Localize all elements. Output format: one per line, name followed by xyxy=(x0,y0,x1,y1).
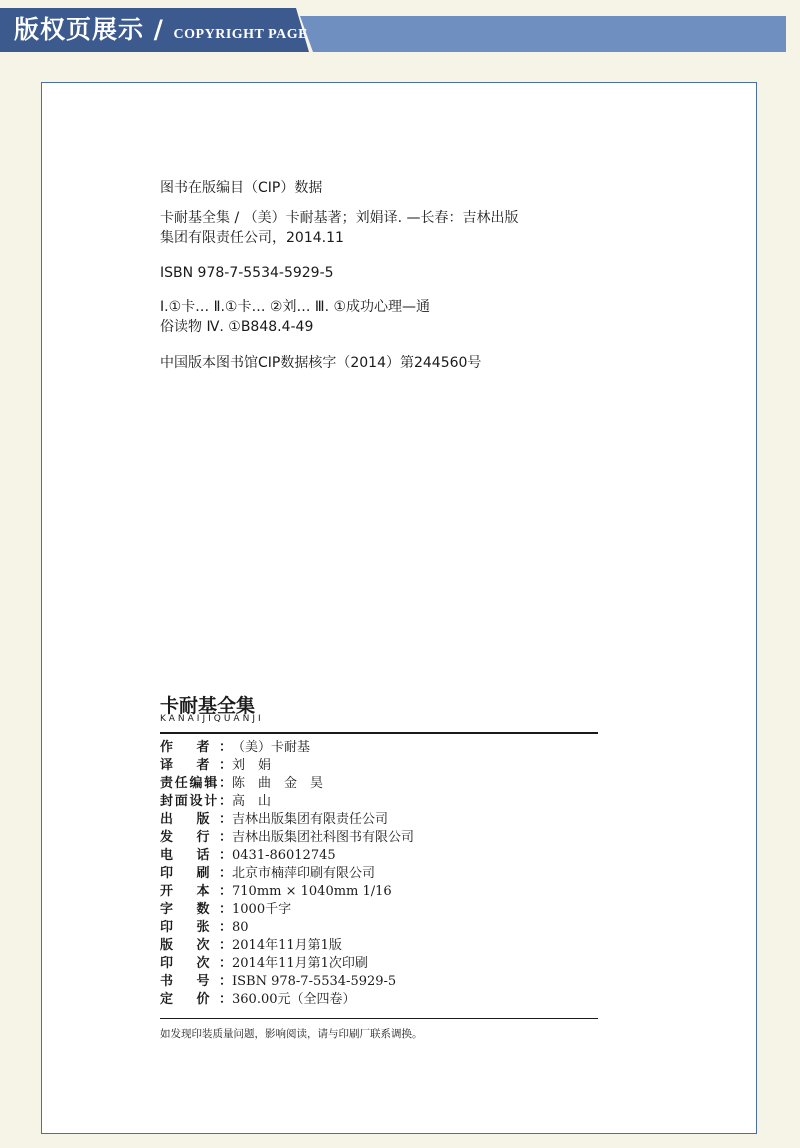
publication-info-table xyxy=(160,739,414,1009)
info-row-translator: 译 者：刘 娟 xyxy=(160,758,272,773)
info-row-format: 开 本：710mm × 1040mm 1/16 xyxy=(160,884,392,899)
banner-title-text: 版权页展示 / xyxy=(14,15,174,44)
info-row-printer: 印 刷：北京市楠萍印刷有限公司 xyxy=(160,866,376,881)
cip-class-line1: Ⅰ.①卡… Ⅱ.①卡… ②刘… Ⅲ. ①成功心理—通 xyxy=(160,299,431,315)
info-row-distributor: 发 行：吉林出版集团社科图书有限公司 xyxy=(160,830,415,845)
info-row-sheets: 印 张：80 xyxy=(160,920,249,935)
info-row-printing: 印 次：2014年11月第1次印刷 xyxy=(160,956,368,971)
book-title: 卡耐基全集 xyxy=(160,695,256,717)
banner-subtitle: COPYRIGHT PAGE xyxy=(173,27,308,42)
banner-title xyxy=(14,10,308,46)
info-row-cover-design: 封面设计：高 山 xyxy=(160,794,272,809)
cip-record-number: 中国版本图书馆CIP数据核字（2014）第244560号 xyxy=(160,355,482,371)
info-row-edition: 版 次：2014年11月第1版 xyxy=(160,938,342,953)
banner-light-band xyxy=(300,16,786,52)
cip-entry-line2: 集团有限责任公司，2014.11 xyxy=(160,230,344,246)
info-row-author: 作 者：（美）卡耐基 xyxy=(160,740,311,755)
quality-notice: 如发现印装质量问题，影响阅读，请与印刷厂联系调换。 xyxy=(160,1028,423,1040)
info-row-word-count: 字 数：1000千字 xyxy=(160,902,292,917)
cip-entry-line1: 卡耐基全集 / （美）卡耐基著；刘娟译. —长春：吉林出版 xyxy=(160,210,519,226)
info-row-price: 定 价：360.00元（全四卷） xyxy=(160,992,356,1007)
info-row-isbn: 书 号：ISBN 978-7-5534-5929-5 xyxy=(160,974,397,989)
cip-entry xyxy=(160,208,519,248)
divider-bottom xyxy=(160,1018,598,1019)
cip-isbn: ISBN 978-7-5534-5929-5 xyxy=(160,265,334,281)
info-row-publisher: 出 版：吉林出版集团有限责任公司 xyxy=(160,812,389,827)
divider-top xyxy=(160,732,598,734)
copyright-page-card xyxy=(41,82,757,1134)
page-banner xyxy=(0,0,800,52)
cip-classification xyxy=(160,297,430,337)
cip-title: 图书在版编目（CIP）数据 xyxy=(160,180,323,196)
info-row-phone: 电 话：0431-86012745 xyxy=(160,848,336,863)
info-row-editor: 责任编辑：陈 曲 金 昊 xyxy=(160,776,324,791)
book-pinyin: KANAIJIQUANJI xyxy=(160,714,264,724)
cip-class-line2: 俗读物 Ⅳ. ①B848.4-49 xyxy=(160,319,314,335)
